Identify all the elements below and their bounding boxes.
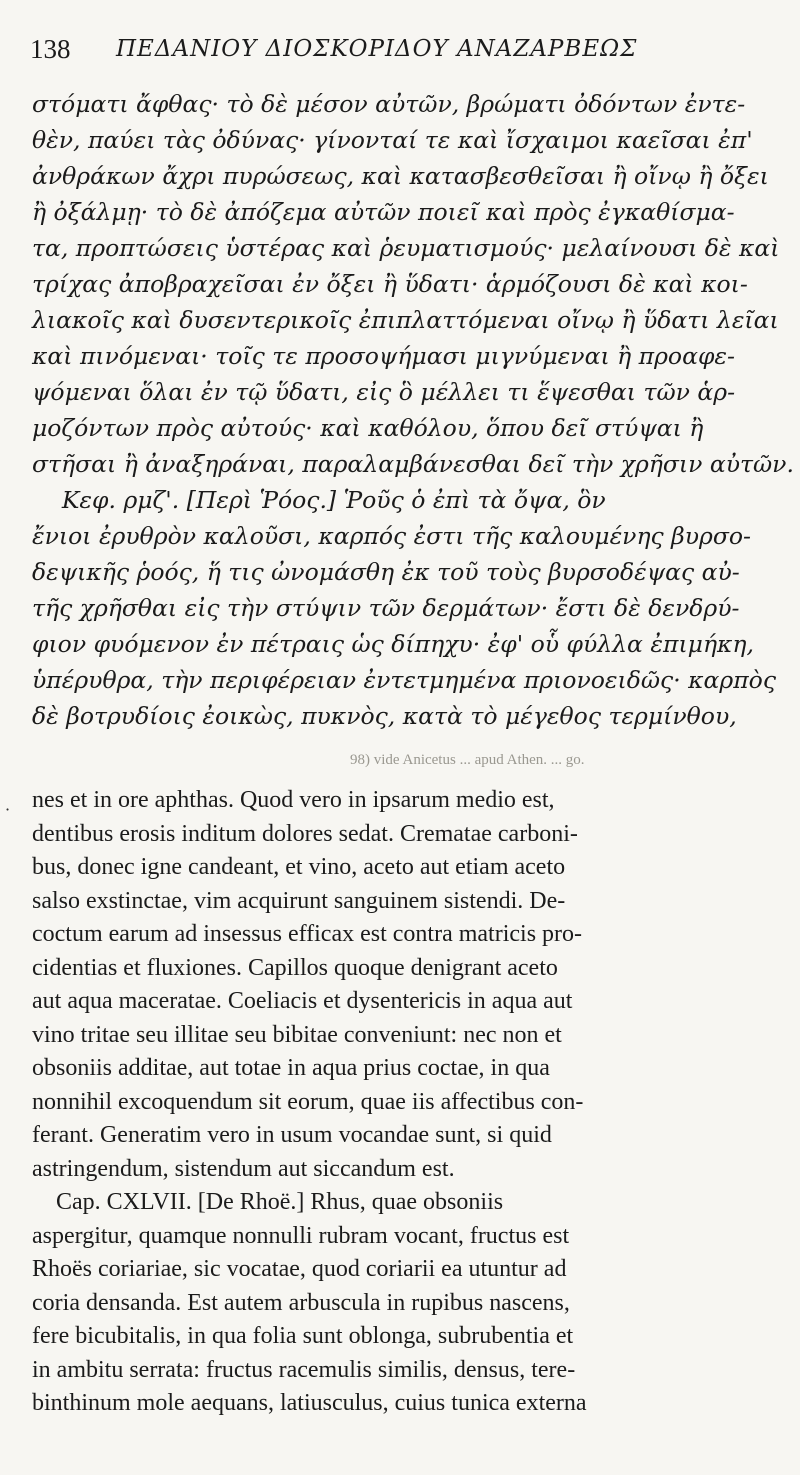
running-head: ΠΕΔΑΝΙΟΥ ΔΙΟΣΚΟΡΙΔΟΥ ΑΝΑΖΑΡΒΕΩΣ	[116, 36, 638, 62]
greek-text-block	[32, 86, 794, 734]
greek-line: θὲν, παύει τὰς ὀδύνας· γίνονταί τε καὶ ἴσχαιμοι καεῖσαι ἐπ'	[32, 126, 753, 154]
greek-line: ὑπέρυθρα, τὴν περιφέρειαν ἐντετμημένα πριονοειδῶς· καρπὸς	[32, 666, 776, 694]
latin-line: coria densanda. Est autem arbuscula in rupibus nascens,	[32, 1289, 570, 1316]
greek-line: τα, προπτώσεις ὑστέρας καὶ ῥευματισμούς· μελαίνουσι δὲ καὶ	[32, 234, 780, 262]
margin-mark: ·	[5, 800, 11, 819]
greek-line: καὶ πινόμεναι· τοῖς τε προσοψήμασι μιγνύμεναι ἢ προαφε-	[32, 342, 735, 370]
latin-line: bus, donec igne candeant, et vino, aceto aut etiam aceto	[32, 854, 566, 880]
latin-line: Rhoës coriariae, sic vocatae, quod coriarii ea utuntur ad	[32, 1256, 567, 1282]
latin-text-block	[32, 784, 772, 1421]
greek-line: ἔνιοι ἐρυθρὸν καλοῦσι, καρπός ἐστι τῆς καλουμένης βυρσο-	[32, 522, 751, 550]
latin-line: ferant. Generatim vero in usum vocandae sunt, si quid	[32, 1122, 552, 1148]
greek-line: στόματι ἄφθας· τὸ δὲ μέσον αὐτῶν, βρώματι ὀδόντων ἐντε-	[32, 90, 746, 118]
latin-line: nonnihil excoquendum sit eorum, quae iis affectibus con-	[32, 1088, 584, 1115]
show-through-footnote: 98) vide Anicetus ... apud Athen. ... go.	[350, 752, 585, 768]
latin-line: salso exstinctae, vim acquirunt sanguinem sistendi. De-	[32, 887, 566, 914]
latin-line: vino tritae seu illitae seu bibitae conveniunt: nec non et	[32, 1021, 562, 1048]
latin-line: nes et in ore aphthas. Quod vero in ipsarum medio est,	[32, 787, 555, 813]
greek-line: τρίχας ἀποβραχεῖσαι ἐν ὄξει ἢ ὕδατι· ἁρμόζουσι δὲ καὶ κοι-	[32, 270, 748, 298]
greek-line: τῆς χρῆσθαι εἰς τὴν στύψιν τῶν δερμάτων· ἔστι δὲ δενδρύ-	[32, 594, 740, 622]
latin-line: obsoniis additae, aut totae in aqua prius coctae, in qua	[32, 1055, 550, 1081]
latin-line: in ambitu serrata: fructus racemulis similis, densus, tere-	[32, 1356, 576, 1383]
latin-chapter-heading-line: Cap. CXLVII. [De Rhoë.] Rhus, quae obsoniis	[32, 1189, 504, 1215]
greek-line: φιον φυόμενον ἐν πέτραις ὡς δίπηχυ· ἐφ' οὗ φύλλα ἐπιμήκη,	[32, 630, 754, 658]
greek-line: δεψικῆς ῥοός, ἥ τις ὠνομάσθη ἐκ τοῦ τοὺς βυρσοδέψας αὐ-	[32, 558, 740, 586]
latin-line: dentibus erosis inditum dolores sedat. Crematae carboni-	[32, 820, 578, 847]
greek-line: μοζόντων πρὸς αὐτούς· καὶ καθόλου, ὅπου δεῖ στύψαι ἢ	[32, 414, 704, 442]
greek-line: λιακοῖς καὶ δυσεντερικοῖς ἐπιπλαττόμεναι οἴνῳ ἢ ὕδατι λεῖαι	[32, 306, 779, 334]
latin-line: aspergitur, quamque nonnulli rubram vocant, fructus est	[32, 1222, 570, 1249]
greek-line: δὲ βοτρυδίοις ἐοικὼς, πυκνὸς, κατὰ τὸ μέγεθος τερμίνθου,	[32, 702, 737, 730]
greek-line: στῆσαι ἢ ἀναξηράναι, παραλαμβάνεσθαι δεῖ τὴν χρῆσιν αὐτῶν.	[32, 450, 794, 478]
latin-line: coctum earum ad insessus efficax est contra matricis pro-	[32, 921, 583, 947]
latin-line: astringendum, sistendum aut siccandum est.	[32, 1155, 455, 1182]
greek-chapter-heading-line: Κεφ. ρμζ'. [Περὶ Ῥόος.] Ῥοῦς ὁ ἐπὶ τὰ ὄψα, ὃν	[32, 486, 606, 514]
page-header	[30, 34, 780, 74]
latin-line: cidentias et fluxiones. Capillos quoque denigrant aceto	[32, 954, 558, 981]
page-number: 138	[30, 34, 71, 64]
greek-line: ψόμεναι ὅλαι ἐν τῷ ὕδατι, εἰς ὃ μέλλει τι ἕψεσθαι τῶν ἁρ-	[32, 378, 736, 406]
greek-line: ἀνθράκων ἄχρι πυρώσεως, καὶ κατασβεσθεῖσαι ἢ οἴνῳ ἢ ὄξει	[32, 162, 769, 190]
latin-line: aut aqua maceratae. Coeliacis et dysentericis in aqua aut	[32, 988, 573, 1014]
latin-line: binthinum mole aequans, latiusculus, cuius tunica externa	[32, 1390, 587, 1416]
greek-line: ἢ ὀξάλμῃ· τὸ δὲ ἀπόζεμα αὐτῶν ποιεῖ καὶ πρὸς ἐγκαθίσμα-	[32, 198, 735, 226]
latin-line: fere bicubitalis, in qua folia sunt oblonga, subrubentia et	[32, 1323, 574, 1349]
